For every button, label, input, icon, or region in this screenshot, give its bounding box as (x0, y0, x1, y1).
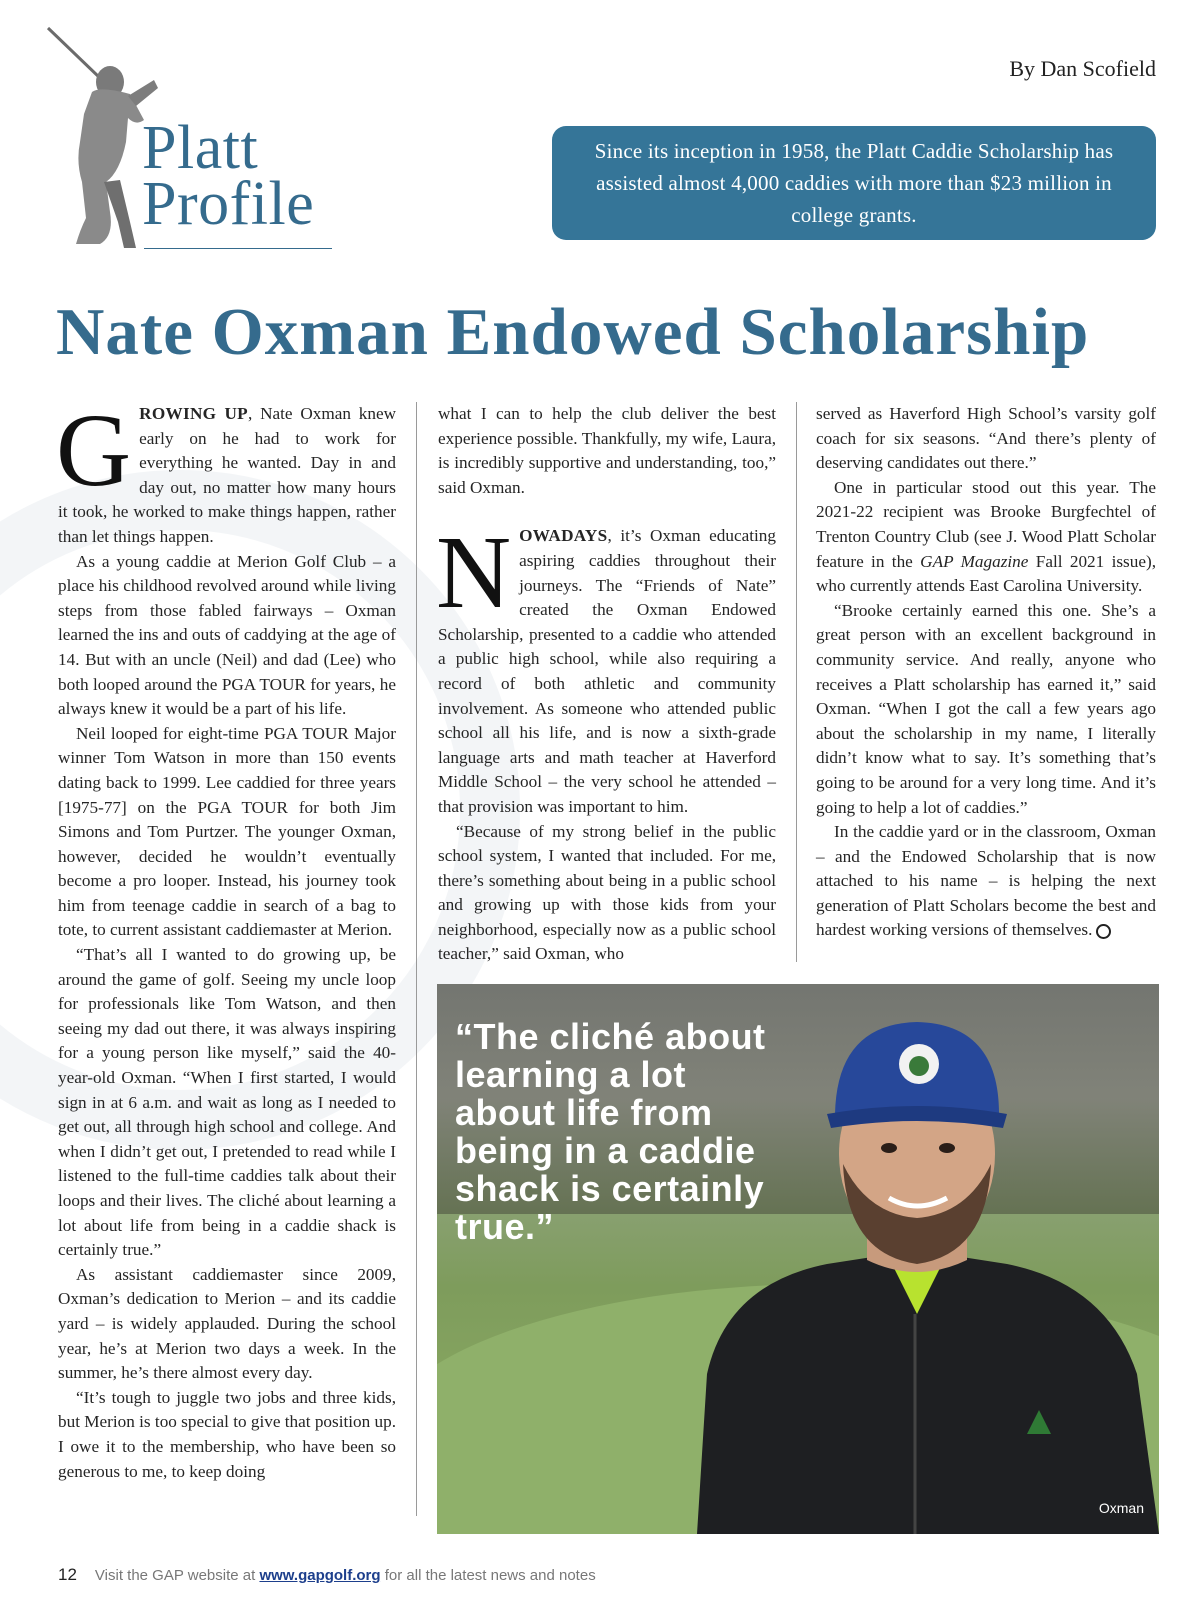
footer-text: Visit the GAP website at (94, 1567, 260, 1584)
section-title-rule (144, 248, 332, 249)
paragraph: served as Haverford High School’s varsity golf coach for six seasons. “And there’s plenty of deserving candidates out there.” (816, 404, 1156, 473)
paragraph: As a young caddie at Merion Golf Club – a place his childhood revolved around while living steps from those fabled fairways – Oxman learned the ins and outs of caddying at the age of 14. But with an uncle (Neil) and dad (Lee) who both looped around the PGA TOUR for years, he always knew it would be a part of his life. (58, 551, 396, 719)
section-title (142, 114, 315, 238)
paragraph-text: , it’s Oxman educating aspiring caddies throughout their journeys. The “Friends of Nate” created the Oxman Endowed Scholarship, presented to a caddie who attended a public high school, while also requiring a record of both athletic and community involvement. As someone who attended public school all his life, and is now a sixth-grade language arts and math teacher at Haverford Middle School – the very school he attended – that provision was important to him. (438, 526, 776, 816)
headline: Nate Oxman Endowed Scholarship (56, 295, 1090, 369)
footer-text: for all the latest news and notes (380, 1567, 596, 1584)
magazine-title: GAP Magazine (920, 551, 1029, 571)
paragraph (816, 476, 1156, 599)
article-column-1 (56, 393, 396, 1484)
section-title-line2: Profile (142, 170, 315, 238)
pull-quote: “The cliché about learning a lot about life from being in a caddie shack is certainly true.” (455, 1016, 766, 1247)
paragraph-text: In the caddie yard or in the classroom, Oxman – and the Endowed Scholarship that is now attached to his name – is helping the next generation of Platt Scholars become the best and hardest working versions of themselves. (816, 822, 1156, 940)
photo-caption: Oxman (1098, 1500, 1144, 1516)
website-link[interactable]: www.gapgolf.org (259, 1567, 381, 1584)
paragraph: As assistant caddiemaster since 2009, Oxman’s dedication to Merion – and its caddie yard – is widely applauded. During the school year, he’s at Merion two days a week. In the summer, he’s there almost every day. (58, 1264, 396, 1383)
paragraph (816, 820, 1156, 943)
byline: By Dan Scofield (1009, 56, 1156, 81)
lead-in: OWADAYS (519, 526, 608, 546)
paragraph (436, 515, 776, 819)
section-title-line1: Platt (142, 114, 259, 182)
paragraph: what I can to help the club deliver the best experience possible. Thankfully, my wife, Laura, is incredibly supportive and understanding, too,” said Oxman. (438, 404, 776, 497)
drop-cap: G (56, 393, 132, 508)
callout-box (552, 126, 1156, 240)
paragraph: “It’s tough to juggle two jobs and three kids, but Merion is too special to give that position up. I owe it to the membership, who have been so generous to me, to keep doing (58, 1387, 396, 1481)
paragraph-text: Fall 2021 issue), who currently attends East Carolina University. (816, 551, 1156, 596)
page-number: 12 (58, 1565, 77, 1584)
paragraph: “Because of my strong belief in the public school system, I wanted that included. For me, there’s something about being in a public school and growing up with those kids from your neighborhood, especially now as a public school teacher,” said Oxman, who (438, 821, 776, 964)
article-column-3 (816, 402, 1156, 943)
callout-text: Since its inception in 1958, the Platt Caddie Scholarship has assisted almost 4,000 caddies with more than $23 million in college grants. (594, 139, 1114, 227)
drop-cap: N (436, 515, 512, 631)
page-footer (58, 1565, 596, 1585)
end-mark-icon (1096, 924, 1111, 939)
paragraph (56, 393, 396, 550)
paragraph: Neil looped for eight-time PGA TOUR Major winner Tom Watson in more than 150 events dating back to 1999. Lee caddied for three years [1975-77] on the PGA TOUR for both Jim Simons and Tom Purtzer. The younger Oxman, however, decided he wouldn’t eventually become a pro looper. Instead, his journey took him from teenage caddie in search of a bag to tote, to current assistant caddiemaster at Merion. (58, 723, 396, 940)
paragraph: “That’s all I wanted to do growing up, be around the game of golf. Seeing my uncle loop for professionals like Tom Watson, and then seeing my dad out there, it was always inspiring for a young person like myself,” said the 40-year-old Oxman. “When I first started, I would sign in at 6 a.m. and wait as long as I needed to get out, all through high school and college. And when I didn’t get out, I pretended to read while I listened to the full-time caddies talk about their loops and their lives. The cliché about learning a lot about life from being in a caddie shack is certainly true.” (58, 945, 396, 1260)
column-divider (796, 402, 797, 962)
paragraph-text: One in particular stood out this year. The 2021-22 recipient was Brooke Burgfechtel of Trenton Country Club (see J. Wood Platt Scholar feature in the (816, 477, 1156, 571)
paragraph: “Brooke certainly earned this one. She’s a great person with an excellent background in community service. And really, anyone who receives a Platt scholarship has earned it,” said Oxman. “When I got the call a few years ago about the scholarship in my name, I literally didn’t know what to say. It’s something that’s going to be around for a very long time. And it’s going to help a lot of caddies.” (816, 600, 1156, 817)
lead-in: ROWING UP (139, 404, 248, 423)
column-divider (416, 402, 417, 1516)
article-column-2 (438, 402, 776, 967)
paragraph-text: , Nate Oxman knew early on he had to work for everything he wanted. Day in and day out, no matter how many hours it took, he worked to make things happen, rather than let things happen. (58, 404, 396, 546)
